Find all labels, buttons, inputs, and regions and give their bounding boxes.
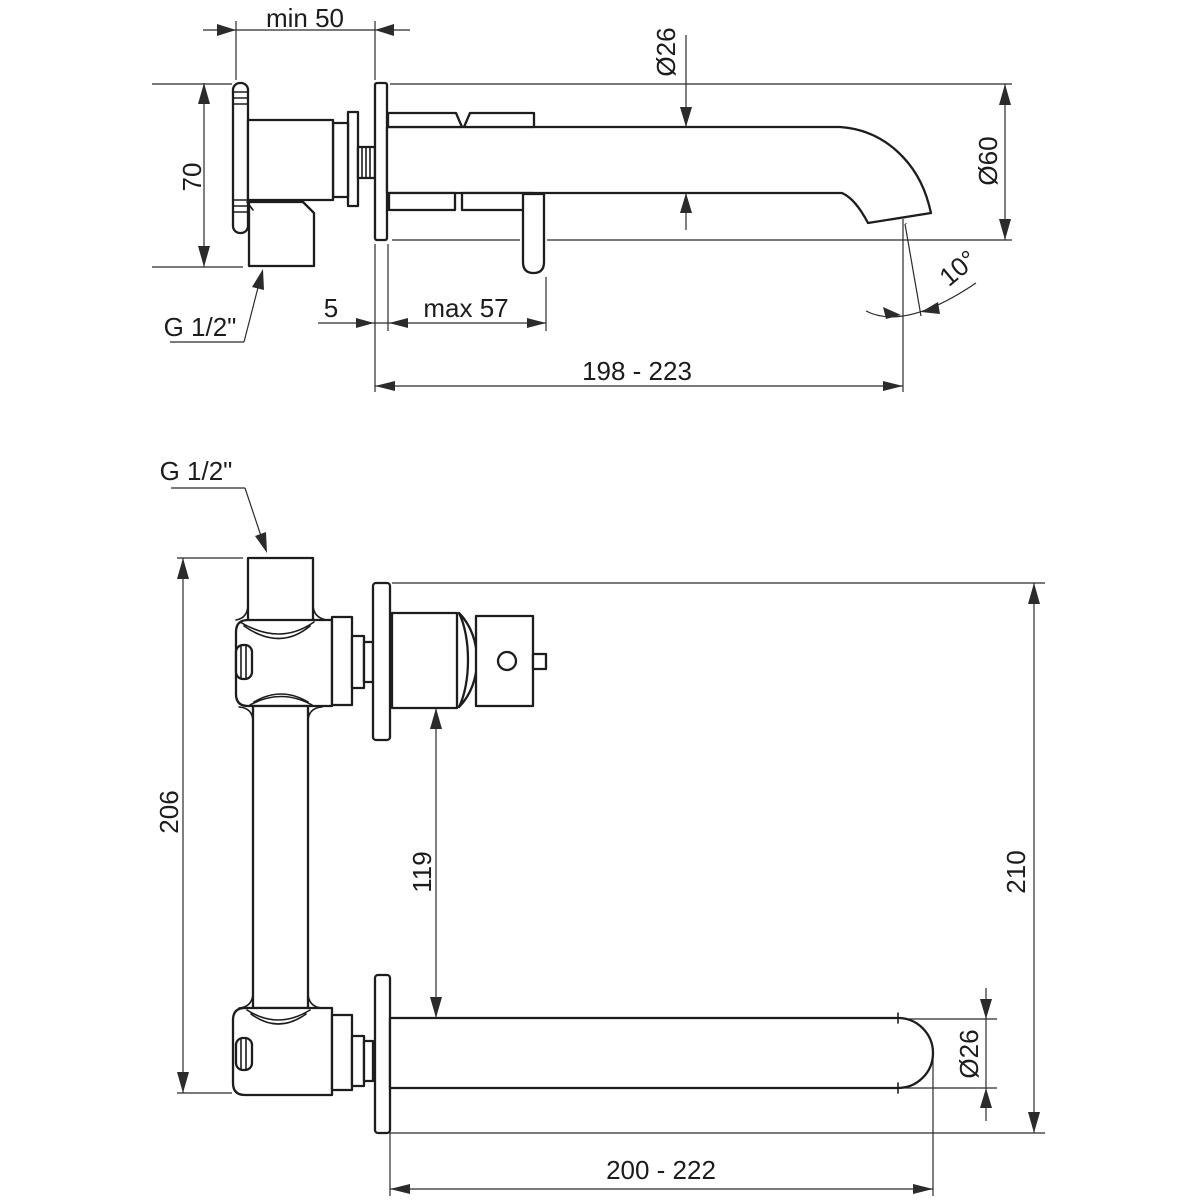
upper-stem — [352, 636, 364, 688]
plan-view — [154, 456, 1045, 1196]
handle-screw-hole — [498, 652, 516, 670]
dim-spout-diameter-side: Ø26 — [651, 27, 681, 77]
dim-min-wall-spacing: min 50 — [265, 3, 345, 33]
handle-top — [464, 113, 534, 127]
handle-ring-back — [389, 193, 455, 210]
supply-elbow — [249, 202, 314, 266]
lower-serrated-cap — [236, 1038, 252, 1070]
upper-cartridge — [332, 617, 352, 705]
dim-plate-thickness: 5 — [323, 293, 339, 323]
dim-body-height: 70 — [177, 162, 207, 192]
side-view — [152, 3, 1012, 392]
plan-view-parts — [233, 558, 933, 1133]
valve-body — [248, 120, 333, 200]
dim-body-length: 206 — [154, 790, 184, 834]
cartridge-step — [333, 123, 348, 197]
upper-wall-plate — [373, 583, 390, 740]
thread-size-plan: G 1/2" — [159, 456, 233, 486]
lower-cartridge — [332, 1015, 352, 1090]
spout-plan — [390, 1018, 933, 1088]
upper-stem-ring — [364, 642, 373, 682]
dim-escutcheon-diameter: Ø60 — [973, 136, 1003, 186]
handle-lever — [523, 194, 544, 273]
mounting-rail — [233, 83, 248, 233]
lower-stem-ring — [364, 1041, 373, 1081]
dim-concealed-depth: max 57 — [423, 293, 509, 323]
dim-handle-to-spout: 119 — [407, 851, 437, 893]
handle-ring-front — [388, 113, 462, 127]
supply-pipe — [248, 558, 313, 622]
dim-spout-reach-plan: 200 - 222 — [606, 1155, 716, 1185]
handle-tab — [533, 654, 546, 669]
connecting-pipe — [253, 706, 308, 1008]
lower-wall-plate — [375, 975, 390, 1133]
handle-cone — [459, 613, 477, 707]
dim-overall-length: 210 — [1001, 850, 1031, 894]
upper-serrated-cap — [236, 645, 252, 679]
dim-spout-reach-side: 198 - 223 — [582, 356, 692, 386]
handle-escutcheon — [392, 613, 457, 708]
body-flange — [348, 112, 358, 206]
dim-outlet-angle: 10° — [933, 243, 983, 293]
thread-size-side: G 1/2" — [163, 312, 237, 342]
thread-leader-plan — [171, 488, 265, 548]
side-view-parts — [233, 83, 931, 273]
dim-spout-diameter-plan: Ø26 — [954, 1029, 984, 1079]
lower-stem — [352, 1036, 364, 1086]
wall-plate — [375, 83, 387, 240]
